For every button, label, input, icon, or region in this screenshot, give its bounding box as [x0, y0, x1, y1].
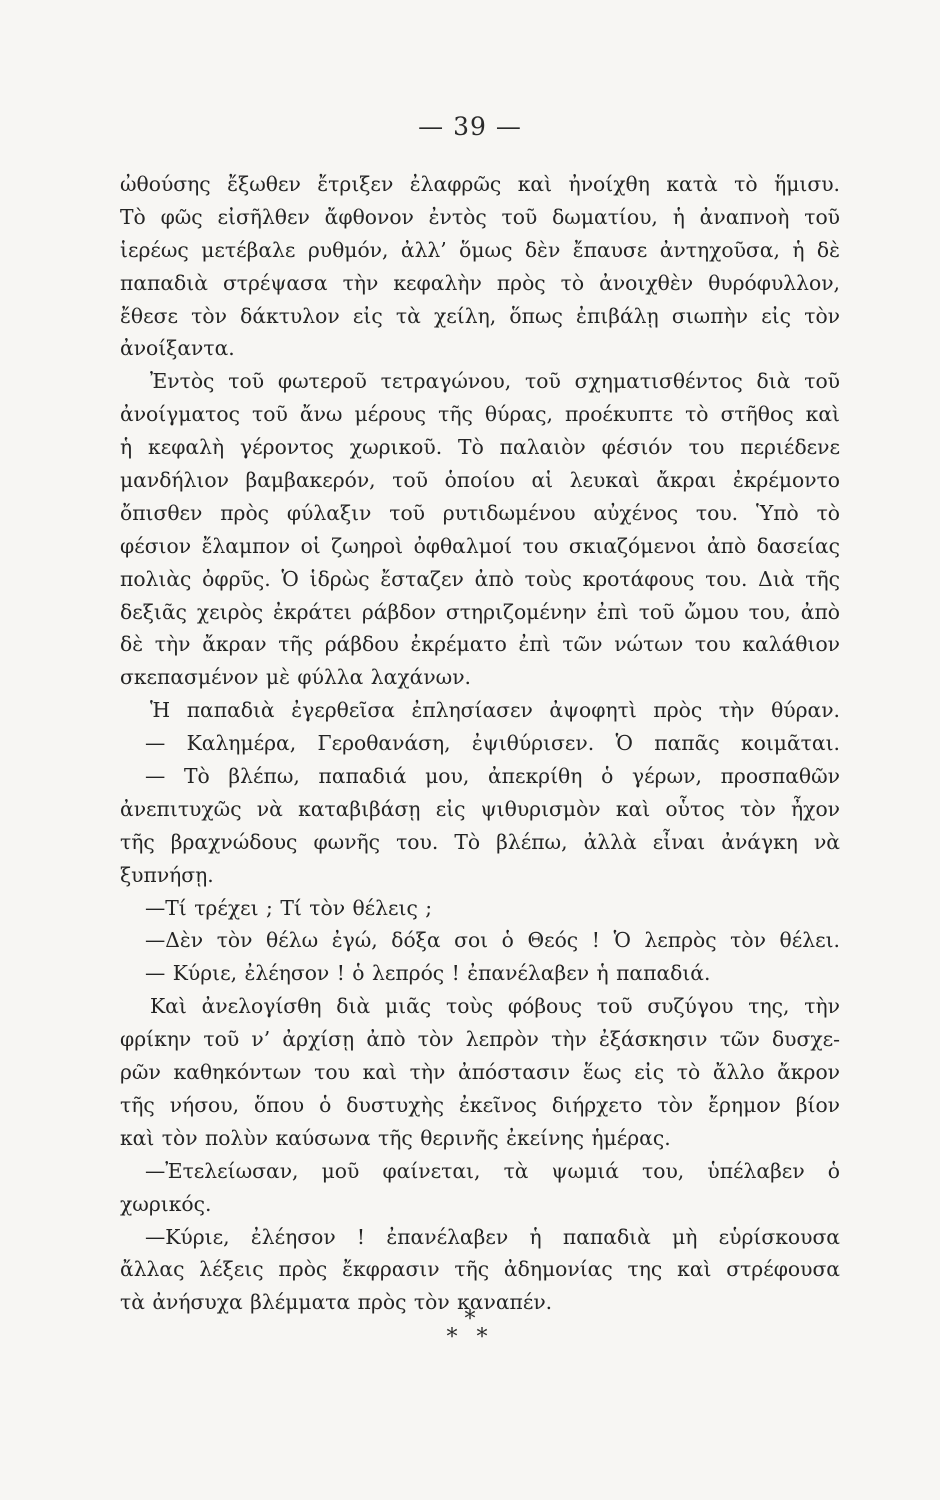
text-line: τὰ ἀνήσυχα βλέμματα πρὸς τὸν καναπέν. [120, 1290, 553, 1315]
text-line: — Κύριε, ἐλέησον ! ὁ λεπρός ! ἐπανέλαβεν ἡ παπαδιά. [145, 961, 711, 986]
text-line: σκεπασμένον μὲ φύλλα λαχάνων. [120, 665, 471, 690]
page-number: — 39 — [418, 112, 522, 141]
text-line: ἔθεσε τὸν δάκτυλον εἰς τὰ χείλη, ὅπως ἐπιβάλῃ σιωπὴν εἰς τὸν [120, 303, 840, 328]
text-line: ρῶν καθηκόντων του καὶ τὴν ἀπόστασιν ἕως εἰς τὸ ἄλλο ἄκρον [120, 1060, 840, 1085]
text-line: δεξιᾶς χειρὸς ἐκράτει ράβδον στηριζομένην ἐπὶ τοῦ ὤμου του, ἀπὸ [120, 599, 840, 624]
text-line: τῆς νήσου, ὅπου ὁ δυστυχὴς ἐκεῖνος διήρχετο τὸν ἔρημον βίον [120, 1092, 840, 1117]
text-line: φέσιον ἔλαμπον οἱ ζωηροὶ ὀφθαλμοί του σκιαζόμενοι ἀπὸ δασείας [120, 533, 840, 558]
text-line: Ἡ παπαδιὰ ἐγερθεῖσα ἐπλησίασεν ἀψοφητὶ πρὸς τὴν θύραν. [150, 698, 840, 723]
text-line: —Ἐτελείωσαν, μοῦ φαίνεται, τὰ ψωμιά του, ὑπέλαβεν ὁ [145, 1158, 840, 1183]
text-line: ὠθούσης ἔξωθεν ἔτριξεν ἐλαφρῶς καὶ ἠνοίχθη κατὰ τὸ ἥμισυ. [120, 172, 840, 196]
section-asterism [0, 1307, 940, 1350]
text-line: ἱερέως μετέβαλε ρυθμόν, ἀλλ’ ὅμως δὲν ἔπαυσε ἀντηχοῦσα, ἡ δὲ [120, 237, 840, 262]
asterism-bottom: * * [446, 1325, 494, 1350]
text-line: καὶ τὸν πολὺν καύσωνα τῆς θερινῆς ἐκείνης ἡμέρας. [120, 1125, 671, 1150]
text-line: —Κύριε, ἐλέησον ! ἐπανέλαβεν ἡ παπαδιὰ μὴ εὑρίσκουσα [145, 1224, 840, 1249]
text-line: ἄλλας λέξεις πρὸς ἔκφρασιν τῆς ἀδημονίας της καὶ στρέφουσα [120, 1257, 840, 1282]
asterism-top: * [464, 1307, 476, 1332]
text-line: ξυπνήσῃ. [120, 862, 214, 887]
text-line: ἀνοίξαντα. [120, 336, 235, 361]
text-line: μανδήλιον βαμβακερόν, τοῦ ὁποίου αἱ λευκαὶ ἄκραι ἐκρέμοντο [120, 468, 840, 493]
text-line: Τὸ φῶς εἰσῆλθεν ἄφθονον ἐντὸς τοῦ δωματίου, ἡ ἀναπνοὴ τοῦ [120, 204, 840, 229]
text-line: ἀνοίγματος τοῦ ἄνω μέρους τῆς θύρας, προέκυπτε τὸ στῆθος καὶ [120, 402, 840, 427]
text-line: —Τί τρέχει ; Τί τὸν θέλεις ; [145, 895, 433, 920]
text-line: φρίκην τοῦ ν’ ἀρχίσῃ ἀπὸ τὸν λεπρὸν τὴν ἐξάσκησιν τῶν δυσχε- [120, 1027, 840, 1052]
text-line: ὄπισθεν πρὸς φύλαξιν τοῦ ρυτιδωμένου αὐχένος του. Ὑπὸ τὸ [120, 500, 840, 525]
text-line: χωρικός. [120, 1191, 212, 1216]
text-line: παπαδιὰ στρέψασα τὴν κεφαλὴν πρὸς τὸ ἀνοιχθὲν θυρόφυλλον, [120, 270, 840, 295]
text-line: ἀνεπιτυχῶς νὰ καταβιβάσῃ εἰς ψιθυρισμὸν καὶ οὗτος τὸν ἦχον [120, 796, 840, 821]
text-line: δὲ τὴν ἄκραν τῆς ράβδου ἐκρέματο ἐπὶ τῶν νώτων του καλάθιον [120, 632, 840, 657]
text-line: τῆς βραχνώδους φωνῆς του. Τὸ βλέπω, ἀλλὰ εἶναι ἀνάγκη νὰ [120, 829, 840, 854]
text-line: Ἐντὸς τοῦ φωτεροῦ τετραγώνου, τοῦ σχηματισθέντος διὰ τοῦ [150, 369, 840, 394]
text-line: Καὶ ἀνελογίσθη διὰ μιᾶς τοὺς φόβους τοῦ συζύγου της, τὴν [150, 994, 840, 1019]
body-text [120, 168, 840, 1319]
text-line: — Καλημέρα, Γεροθανάση, ἐψιθύρισεν. Ὁ παπᾶς κοιμᾶται. [145, 731, 840, 756]
text-line: πολιὰς ὀφρῦς. Ὁ ἱδρὼς ἔσταζεν ἀπὸ τοὺς κροτάφους του. Διὰ τῆς [120, 566, 840, 591]
text-line: — Τὸ βλέπω, παπαδιά μου, ἀπεκρίθη ὁ γέρων, προσπαθῶν [145, 764, 840, 789]
text-line: —Δὲν τὸν θέλω ἐγώ, δόξα σοι ὁ Θεός ! Ὁ λεπρὸς τὸν θέλει. [145, 928, 840, 953]
text-line: ἡ κεφαλὴ γέροντος χωρικοῦ. Τὸ παλαιὸν φέσιόν του περιέδενε [120, 435, 840, 460]
